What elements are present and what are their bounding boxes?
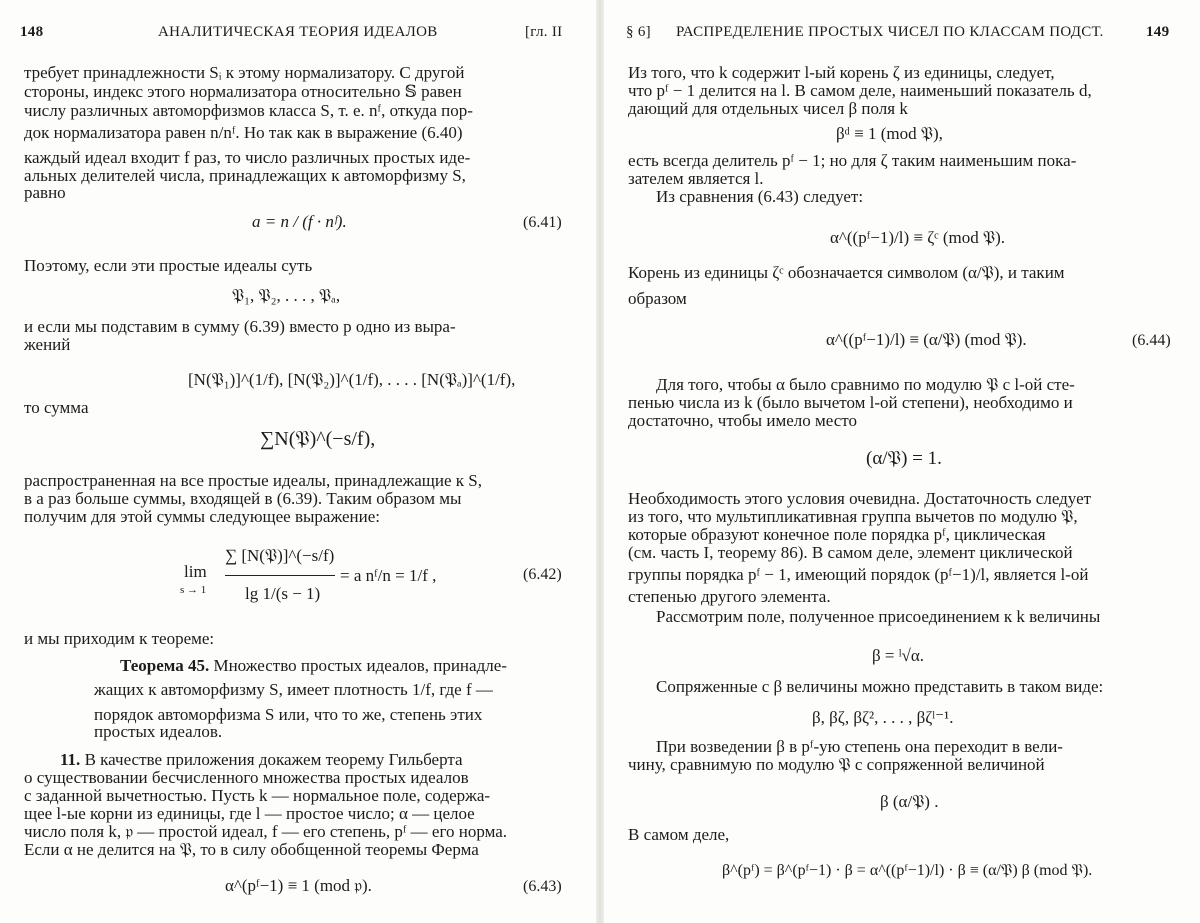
text-line: равно bbox=[24, 183, 66, 202]
equation-norms: [N(𝔓₁)]^(1/f), [N(𝔓₂)]^(1/f), . . . . [N(𝔓ₐ)]^(1/f), bbox=[188, 370, 516, 389]
right-page bbox=[604, 0, 1200, 923]
equation-number: (6.44) bbox=[1132, 332, 1171, 349]
text-line: что pᶠ − 1 делится на l. В самом деле, наименьший показатель d, bbox=[628, 81, 1092, 100]
equation-6-42-numerator: ∑ [N(𝔓)]^(−s/f) bbox=[225, 546, 335, 565]
text-line: жений bbox=[24, 335, 71, 354]
equation-6-42-lim-sub: s → 1 bbox=[180, 584, 207, 596]
running-title: АНАЛИТИЧЕСКАЯ ТЕОРИЯ ИДЕАЛОВ bbox=[158, 24, 438, 40]
theorem-text: жащих к автоморфизму S, имеет плотность 1/f, где f — bbox=[94, 680, 493, 699]
equation-6-42-lim: lim bbox=[184, 562, 207, 581]
theorem-label: Теорема 45. bbox=[120, 656, 210, 675]
text-line: требует принадлежности Sᵢ к этому нормализатору. С другой bbox=[24, 63, 465, 82]
text-line: Из того, что k содержит l-ый корень ζ из единицы, следует, bbox=[628, 63, 1055, 82]
equation-6-42-denominator: lg 1/(s − 1) bbox=[245, 584, 321, 603]
theorem-text: Множество простых идеалов, принадле- bbox=[213, 656, 507, 675]
text-line: распространенная на все простые идеалы, принадлежащие к S, bbox=[24, 471, 482, 490]
text-line: зателем является l. bbox=[628, 169, 764, 188]
text-line: чину, сравнимую по модулю 𝔓 с сопряженной величиной bbox=[628, 755, 1045, 774]
text-line: док нормализатора равен n/nᶠ. Но так как в выражение (6.40) bbox=[24, 123, 463, 142]
equation-number: (6.41) bbox=[523, 214, 562, 231]
equation-symbol: (α/𝔓) = 1. bbox=[866, 448, 942, 469]
text-line: образом bbox=[628, 289, 687, 308]
text-line: то сумма bbox=[24, 398, 89, 417]
text-line: Необходимость этого условия очевидна. Достаточность следует bbox=[628, 489, 1092, 508]
equation-zeta: α^((pᶠ−1)/l) ≡ ζᶜ (mod 𝔓). bbox=[830, 228, 1005, 247]
chapter-label: [гл. II bbox=[525, 24, 563, 40]
theorem-text: порядок автоморфизма S или, что то же, степень этих bbox=[94, 705, 483, 724]
book-gutter bbox=[596, 0, 604, 923]
text-line: и если мы подставим в сумму (6.39) вместо p одно из выра- bbox=[24, 317, 456, 336]
equation-6-42-rhs: = a nᶠ/n = 1/f , bbox=[340, 566, 437, 585]
text-line: альных делителей числа, принадлежащих к автоморфизму S, bbox=[24, 166, 466, 185]
equation-sum: ∑N(𝔓)^(−s/f), bbox=[260, 428, 376, 450]
equation-final: β^(pᶠ) = β^(pᶠ−1) · β = α^((pᶠ−1)/l) · β ≡ (α/𝔓) β (mod 𝔓). bbox=[722, 862, 1093, 879]
text-line: о существовании бесчисленного множества простых идеалов bbox=[24, 768, 469, 787]
page-number: 149 bbox=[1146, 24, 1170, 40]
text-line: числу различных автоморфизмов класса S, т. е. nᶠ, откуда пор- bbox=[24, 101, 473, 120]
fraction-bar bbox=[225, 575, 335, 576]
section-label: § 6] bbox=[626, 24, 651, 40]
text-line: число поля k, 𝔭 — простой идеал, f — его степень, pᶠ — его норма. bbox=[24, 822, 508, 841]
text-line: Сопряженные с β величины можно представить в таком виде: bbox=[656, 677, 1104, 696]
text-line: с заданной вычетностью. Пусть k — нормальное поле, содержа- bbox=[24, 786, 491, 805]
text-line: При возведении β в pᶠ-ую степень она переходит в вели- bbox=[656, 737, 1063, 756]
text-line: каждый идеал входит f раз, то число различных простых иде- bbox=[24, 148, 471, 167]
text-line: достаточно, чтобы имело место bbox=[628, 411, 857, 430]
text-line: Поэтому, если эти простые идеалы суть bbox=[24, 256, 313, 275]
text-line: Из сравнения (6.43) следует: bbox=[656, 187, 864, 206]
text-line: дающий для отдельных чисел β поля k bbox=[628, 99, 908, 118]
text-line: и мы приходим к теореме: bbox=[24, 629, 215, 648]
running-title: РАСПРЕДЕЛЕНИЕ ПРОСТЫХ ЧИСЕЛ ПО КЛАССАМ ПОДСТ. bbox=[676, 24, 1104, 40]
text-line: которые образуют конечное поле порядка pᶠ, циклическая bbox=[628, 525, 1046, 544]
text-line: (см. часть I, теорему 86). В самом деле, элемент циклической bbox=[628, 543, 1073, 562]
text-line: получим для этой суммы следующее выражение: bbox=[24, 507, 381, 526]
text-line: есть всегда делитель pᶠ − 1; но для ζ таким наименьшим пока- bbox=[628, 151, 1077, 170]
left-page bbox=[0, 0, 596, 923]
equation-6-43: α^(pᶠ−1) ≡ 1 (mod 𝔭). bbox=[225, 876, 372, 895]
equation-beta: β = ˡ√α. bbox=[872, 646, 925, 665]
text-line: стороны, индекс этого нормализатора относительно 𝕊 равен bbox=[24, 82, 462, 101]
equation-6-44: α^((pᶠ−1)/l) ≡ (α/𝔓) (mod 𝔓). bbox=[826, 330, 1027, 349]
theorem-text: простых идеалов. bbox=[94, 722, 223, 741]
text-line: в a раз больше суммы, входящей в (6.39). Таким образом мы bbox=[24, 489, 462, 508]
text-line: щее l-ые корни из единицы, где l — простое число; α — целое bbox=[24, 804, 475, 823]
equation-6-41: a = n / (f · nᶠ). bbox=[252, 212, 347, 231]
equation-beta-d: βᵈ ≡ 1 (mod 𝔓), bbox=[836, 124, 943, 143]
equation-number: (6.43) bbox=[523, 878, 562, 895]
equation-number: (6.42) bbox=[523, 566, 562, 583]
page-number: 148 bbox=[20, 24, 44, 40]
section-number: 11. bbox=[60, 750, 81, 769]
text-line: Рассмотрим поле, полученное присоединением к k величины bbox=[656, 607, 1101, 626]
text-line: из того, что мультипликативная группа вычетов по модулю 𝔓, bbox=[628, 507, 1078, 526]
text-line: В качестве приложения докажем теорему Гильберта bbox=[84, 750, 463, 769]
text-line: Для того, чтобы α было сравнимо по модулю 𝔓 с l-ой сте- bbox=[656, 375, 1075, 394]
text-line: степенью другого элемента. bbox=[628, 587, 831, 606]
equation-conjugates: β, βζ, βζ², . . . , βζˡ⁻¹. bbox=[812, 708, 954, 727]
text-line: группы порядка pᶠ − 1, имеющий порядок (pᶠ−1)/l, является l-ой bbox=[628, 565, 1089, 584]
text-line: Корень из единицы ζᶜ обозначается символом (α/𝔓), и таким bbox=[628, 263, 1065, 282]
text-line: пенью числа из k (было вычетом l-ой степени), необходимо и bbox=[628, 393, 1073, 412]
equation-beta-symbol: β (α/𝔓) . bbox=[880, 792, 939, 811]
equation-ideals: 𝔓₁, 𝔓₂, . . . , 𝔓ₐ, bbox=[232, 286, 341, 305]
text-line: Если α не делится на 𝔓, то в силу обобщенной теоремы Ферма bbox=[24, 840, 479, 859]
text-line: В самом деле, bbox=[628, 825, 730, 844]
